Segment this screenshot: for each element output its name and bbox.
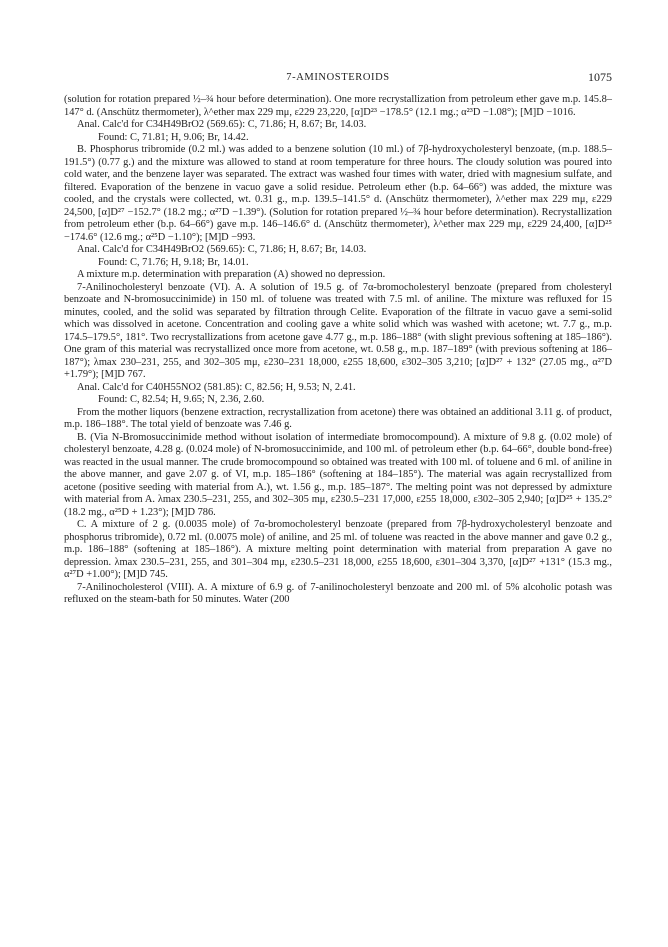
paragraph-analysis-calc: Anal. Calc'd for C34H49BrO2 (569.65): C, 71.86; H, 8.67; Br, 14.03. [77,244,367,255]
page-number: 1075 [588,70,612,84]
paragraph-mother-liquors: From the mother liquors (benzene extraction, recrystallization from acetone) there was obtained an additional 3.11 g. of product, m.p. 186–188°. The total yield of benzoate was 7.46 g. [64,406,612,430]
journal-page [64,58,612,607]
page-header [64,58,612,84]
paragraph-rotation-note: (solution for rotation prepared ½–¾ hour before determination). One more recrystallization from petroleum ether gave m.p. 145.8–147° d. (Anschütz thermometer), λ^ether max 229 mμ, ε229 23,220, [α]D²³ −178.5° (12.1 mg.; α²³D −1.08°); [M]D −1016. [64,94,612,118]
paragraph-analysis-calc: Anal. Calc'd for C34H49BrO2 (569.65): C, 71.86; H, 8.67; Br, 14.03. [77,119,367,130]
paragraph-mixture-mp: A mixture m.p. determination with preparation (A) showed no depression. [77,269,386,280]
paragraph-analysis-found: Found: C, 71.76; H, 9.18; Br, 14.01. [98,256,249,268]
paragraph-analysis-found: Found: C, 82.54; H, 9.65; N, 2.36, 2.60. [98,394,265,405]
paragraph-method-c: C. A mixture of 2 g. (0.0035 mole) of 7α-bromocholesteryl benzoate (prepared from 7β-hydroxycholesteryl benzoate and phosphorus tribromide), 0.72 ml. (0.0075 mole) of aniline, and 25 ml. of toluene was reacted in the above manner and gave 0.2 g., m.p. 186–188° (softening at 185–186°). A mixture melting point determination with material from preparation A gave no depression. λmax 230.5–231, 255, and 301–304 mμ, ε230.5–231 18,000, ε255 18,600, ε301–304 3,370, [α]D²⁷ +131° (15.3 mg., α²⁷D +1.00°); [M]D 745. [64,519,612,580]
paragraph-analysis-found: Found: C, 71.81; H, 9.06; Br, 14.42. [98,131,249,143]
article-body [64,94,612,607]
paragraph-method-b-nbs: B. (Via N-Bromosuccinimide method without isolation of intermediate bromocompound). A mixture of 9.8 g. (0.02 mole) of cholesteryl benzoate, 4.28 g. (0.024 mole) of N-bromosuccinimide, and 100 ml. of petroleum ether (b.p. 64–66°, double bond-free) was reacted in the usual manner. The crude bromocompound so obtained was treated with 100 ml. of toluene and 6 ml. of aniline in the above manner, and gave 2.07 g. of VI, m.p. 185–186° (softening at 184–185°). The material was again recrystallized from acetone (positive seeding with material from A.), wt. 1.56 g., m.p. 185–187°. The melting point was not depressed by admixture with material from A. λmax 230.5–231, 255, and 302–305 mμ, ε230.5–231 17,000, ε255 18,000, ε302–305 2,940; [α]D²⁵ + 135.2° (18.2 mg., α²⁵D + 1.23°); [M]D 786. [64,431,612,518]
paragraph-anilinocholesteryl-benzoate-a: 7-Anilinocholesteryl benzoate (VI). A. A solution of 19.5 g. of 7α-bromocholesteryl benzoate (prepared from cholesteryl benzoate and N-bromosuccinimide) in 150 ml. of toluene was treated with 7.5 ml. of aniline. The mixture was refluxed for 15 minutes, cooled, and the solid was separated by filtration through Celite. Evaporation of the filtrate in vacuo gave a semi-solid which was dissolved in acetone. Concentration and cooling gave a white solid which was washed with acetone; wt. 7.7 g., m.p. 174.5–179.5°, 181°. Two recrystallizations from acetone gave 4.77 g., m.p. 186–188° (with slight previous softening at 185–186°). One gram of this material was recrystallized once more from acetone, wt. 0.58 g., m.p. 187–189° (with previous softening at 186–187°); λmax 230–231, 255, and 302–305 mμ, ε230–231 18,000, ε255 18,600, ε302–305 3,210; [α]D²⁷ + 132° (27.05 mg., α²⁷D +1.79°); [M]D 767. [64,281,612,380]
paragraph-method-b-bromide: B. Phosphorus tribromide (0.2 ml.) was added to a benzene solution (10 ml.) of 7β-hydroxycholesteryl benzoate, (m.p. 188.5–191.5°) (0.77 g.) and the mixture was allowed to stand at room temperature for three hours. The cloudy solution was poured into cold water, and the benzene layer was separated. The extract was washed four times with water, dried with magnesium sulfate, and filtered. Evaporation of the benzene in vacuo gave a solid residue. Petroleum ether (b.p. 64–66°) was added, the mixture was cooled, and the crystals were collected, wt. 0.31 g., m.p. 139.5–141.5° d. (Anschütz thermometer), λ^ether max 229 mμ, ε229 24,500, [α]D²⁷ −152.7° (18.2 mg.; α²⁷D −1.39°). (Solution for rotation prepared ½–¾ hour before determination). Recrystallization from petroleum ether (b.p. 64–66°) gave m.p. 146–146.6° d. (Anschütz thermometer), λ^ether max 229 mμ, ε229 24,400, [α]D²⁵ −174.6° (12.6 mg.; α²⁵D −1.10°); [M]D −993. [64,144,612,243]
paragraph-analysis-calc: Anal. Calc'd for C40H55NO2 (581.85): C, 82.56; H, 9.53; N, 2.41. [77,381,356,393]
running-title: 7-AMINOSTEROIDS [286,72,390,83]
paragraph-anilinocholesterol: 7-Anilinocholesterol (VIII). A. A mixture of 6.9 g. of 7-anilinocholesteryl benzoate and 200 ml. of 5% alcoholic potash was refluxed on the steam-bath for 50 minutes. Water (200 [64,581,612,605]
